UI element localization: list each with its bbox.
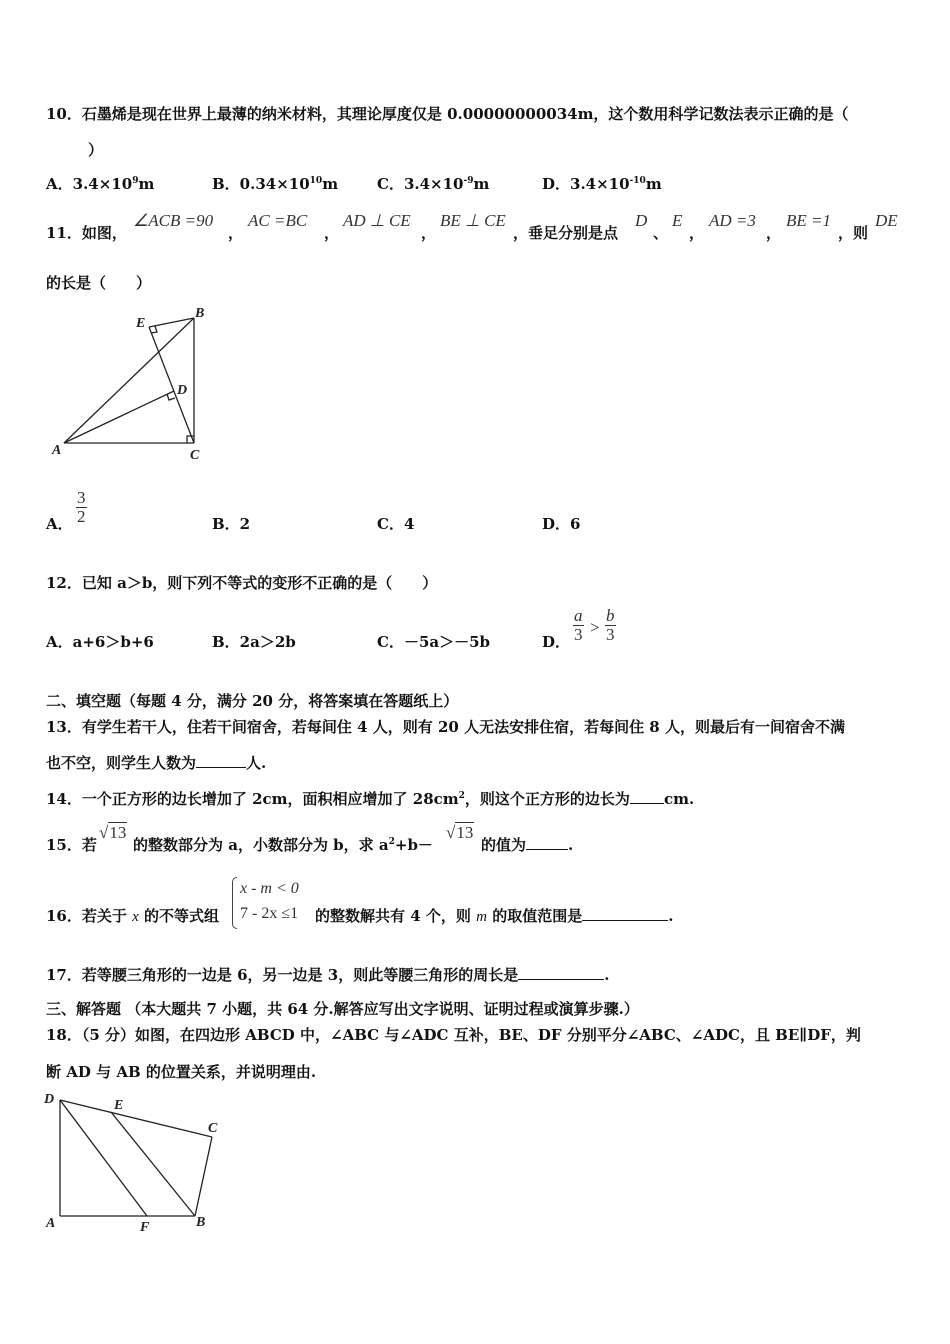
- q17-answer-blank[interactable]: [518, 965, 604, 980]
- q11-option-c[interactable]: C．4: [377, 515, 415, 533]
- q17-stem: 17．若等腰三角形的一边是 6，另一边是 3，则此等腰三角形的周长是 .: [46, 966, 610, 984]
- q11-condition-perp1: AD ⊥ CE: [343, 211, 411, 230]
- q11-comma-3: ，: [421, 224, 437, 242]
- q16-prefix: 16．若关于 x 的不等式组: [46, 907, 220, 925]
- q11-comma-4: ，: [689, 224, 705, 242]
- q11-condition-be: BE =1: [786, 211, 831, 230]
- q11-option-a-fraction: [76, 489, 87, 526]
- q15-prefix: 15．若: [46, 836, 97, 854]
- q18-figure: [40, 1085, 240, 1240]
- q11-point-d: D: [635, 211, 648, 230]
- q11-comma-1: ，: [228, 224, 244, 242]
- q10-line2: ）: [88, 141, 104, 159]
- q11-then: ，则: [838, 224, 869, 242]
- q10-option-d[interactable]: D．$3.4\times 10^{-10}m$: [542, 175, 662, 193]
- q15-sqrt13-a: √13: [99, 823, 127, 842]
- q11-label-d: D: [177, 383, 188, 398]
- q12-option-d-label[interactable]: D．: [542, 633, 571, 651]
- q10-option-a[interactable]: A．$3.4\times 10^9m$: [46, 175, 155, 193]
- q12-option-d-frac1: [573, 607, 584, 644]
- q11-line-ce: [149, 327, 194, 443]
- section-2-heading: 二、填空题（每题 4 分，满分 20 分，将答案填在答题纸上）: [46, 692, 459, 710]
- q15-suffix: 的值为 .: [481, 836, 574, 854]
- q11-condition-equal: AC =BC: [248, 211, 308, 230]
- q18-line1: 18．（5 分）如图，在四边形 ABCD 中，∠ABC 与∠ADC 互补，BE、DF 分别平分∠ABC、∠ADC，且 BE∥DF，判: [46, 1026, 861, 1044]
- q12-option-d-numerator-a: a: [574, 606, 583, 625]
- q10-option-c[interactable]: C．$3.4\times 10^{-9}m$: [377, 175, 490, 193]
- q11-right-angle-d: [167, 394, 175, 400]
- q11-option-a-numerator: 3: [77, 488, 86, 507]
- q11-label-e: E: [136, 316, 146, 331]
- q18-label-e: E: [114, 1098, 124, 1113]
- q16-inequality-1: x - m < 0: [240, 880, 299, 897]
- q12-option-d-numerator-b: b: [606, 606, 615, 625]
- q11-comma-2: ，: [324, 224, 340, 242]
- q18-label-b: B: [196, 1215, 206, 1230]
- q11-segment-de: DE: [875, 211, 898, 230]
- q13-answer-blank[interactable]: [196, 753, 246, 768]
- q15-answer-blank[interactable]: [526, 835, 568, 850]
- q12-option-a[interactable]: A．a+6＞b+6: [46, 633, 154, 651]
- q12-stem: 12．已知 a＞b，则下列不等式的变形不正确的是（ ）: [46, 574, 438, 592]
- q11-option-d[interactable]: D．6: [542, 515, 581, 533]
- q16-system-brace: [232, 877, 237, 929]
- q14-answer-blank[interactable]: [630, 789, 664, 804]
- q12-option-d-frac2: [605, 607, 616, 644]
- q13-line1: 13．有学生若干人，住若干间宿舍，若每间住 4 人，则有 20 人无法安排住宿，若每间住 8 人，则最后有一间宿舍不满: [46, 718, 845, 736]
- q16-inequality-2: 7 - 2x ≤1: [240, 905, 299, 922]
- q11-point-e: E: [672, 211, 683, 230]
- q18-line-be: [111, 1112, 195, 1216]
- q11-mid: ，垂足分别是点: [513, 224, 619, 242]
- q15-middle: 的整数部分为 a，小数部分为 b，求 $a^2+b-$: [133, 836, 433, 854]
- q16-answer-blank[interactable]: [582, 906, 668, 921]
- q11-sep: 、: [653, 224, 669, 242]
- q18-line-bc: [195, 1137, 212, 1216]
- q18-label-c: C: [208, 1121, 218, 1136]
- q11-label-a: A: [52, 443, 62, 458]
- q16-suffix: 的整数解共有 4 个，则 m 的取值范围是 .: [315, 907, 674, 925]
- q10-line1: 10．石墨烯是现在世界上最薄的纳米材料，其理论厚度仅是 0.00000000034m，这个数用科学记数法表示正确的是（: [46, 105, 849, 123]
- q18-label-a: A: [46, 1216, 56, 1231]
- q11-option-a-label[interactable]: A．: [46, 515, 73, 533]
- section-3-heading: 三、解答题 （本大题共 7 小题，共 64 分.解答应写出文字说明、证明过程或演算步骤.）: [46, 1000, 639, 1018]
- q18-label-f: F: [140, 1220, 150, 1235]
- q12-option-d-denominator-2: 3: [606, 624, 615, 644]
- q18-line2: 断 AD 与 AB 的位置关系，并说明理由.: [46, 1063, 317, 1081]
- q11-condition-angle: ∠ACB =90: [133, 211, 214, 230]
- q12-option-b[interactable]: B．2a＞2b: [212, 633, 296, 651]
- q11-condition-perp2: BE ⊥ CE: [440, 211, 506, 230]
- q10-option-b[interactable]: B．$0.34\times 10^{10}m$: [212, 175, 339, 193]
- q11-prefix: 11．如图，: [46, 224, 127, 242]
- q18-label-d: D: [44, 1092, 55, 1107]
- q11-label-b: B: [195, 306, 205, 321]
- q12-option-c[interactable]: C．－5a＞－5b: [377, 633, 491, 651]
- q11-line2: 的长是（ ）: [46, 274, 152, 292]
- q11-option-b[interactable]: B．2: [212, 515, 251, 533]
- q11-condition-ad: AD =3: [709, 211, 756, 230]
- q11-line-be: [149, 318, 194, 327]
- q11-option-a-denominator: 2: [77, 506, 86, 526]
- q15-sqrt13-b: √13: [446, 823, 474, 842]
- q11-line-ab: [64, 318, 194, 443]
- q11-figure: [40, 300, 220, 470]
- q14-stem: 14．一个正方形的边长增加了 2cm，面积相应增加了 $28cm^2$，则这个正方形的边长为 cm.: [46, 790, 695, 808]
- q11-comma-5: ，: [766, 224, 782, 242]
- q11-label-c: C: [190, 448, 200, 463]
- q12-option-d-gt: >: [589, 618, 601, 637]
- q13-line2: 也不空，则学生人数为 人.: [46, 754, 267, 772]
- q11-line-ad: [64, 391, 174, 443]
- q12-option-d-denominator-1: 3: [574, 624, 583, 644]
